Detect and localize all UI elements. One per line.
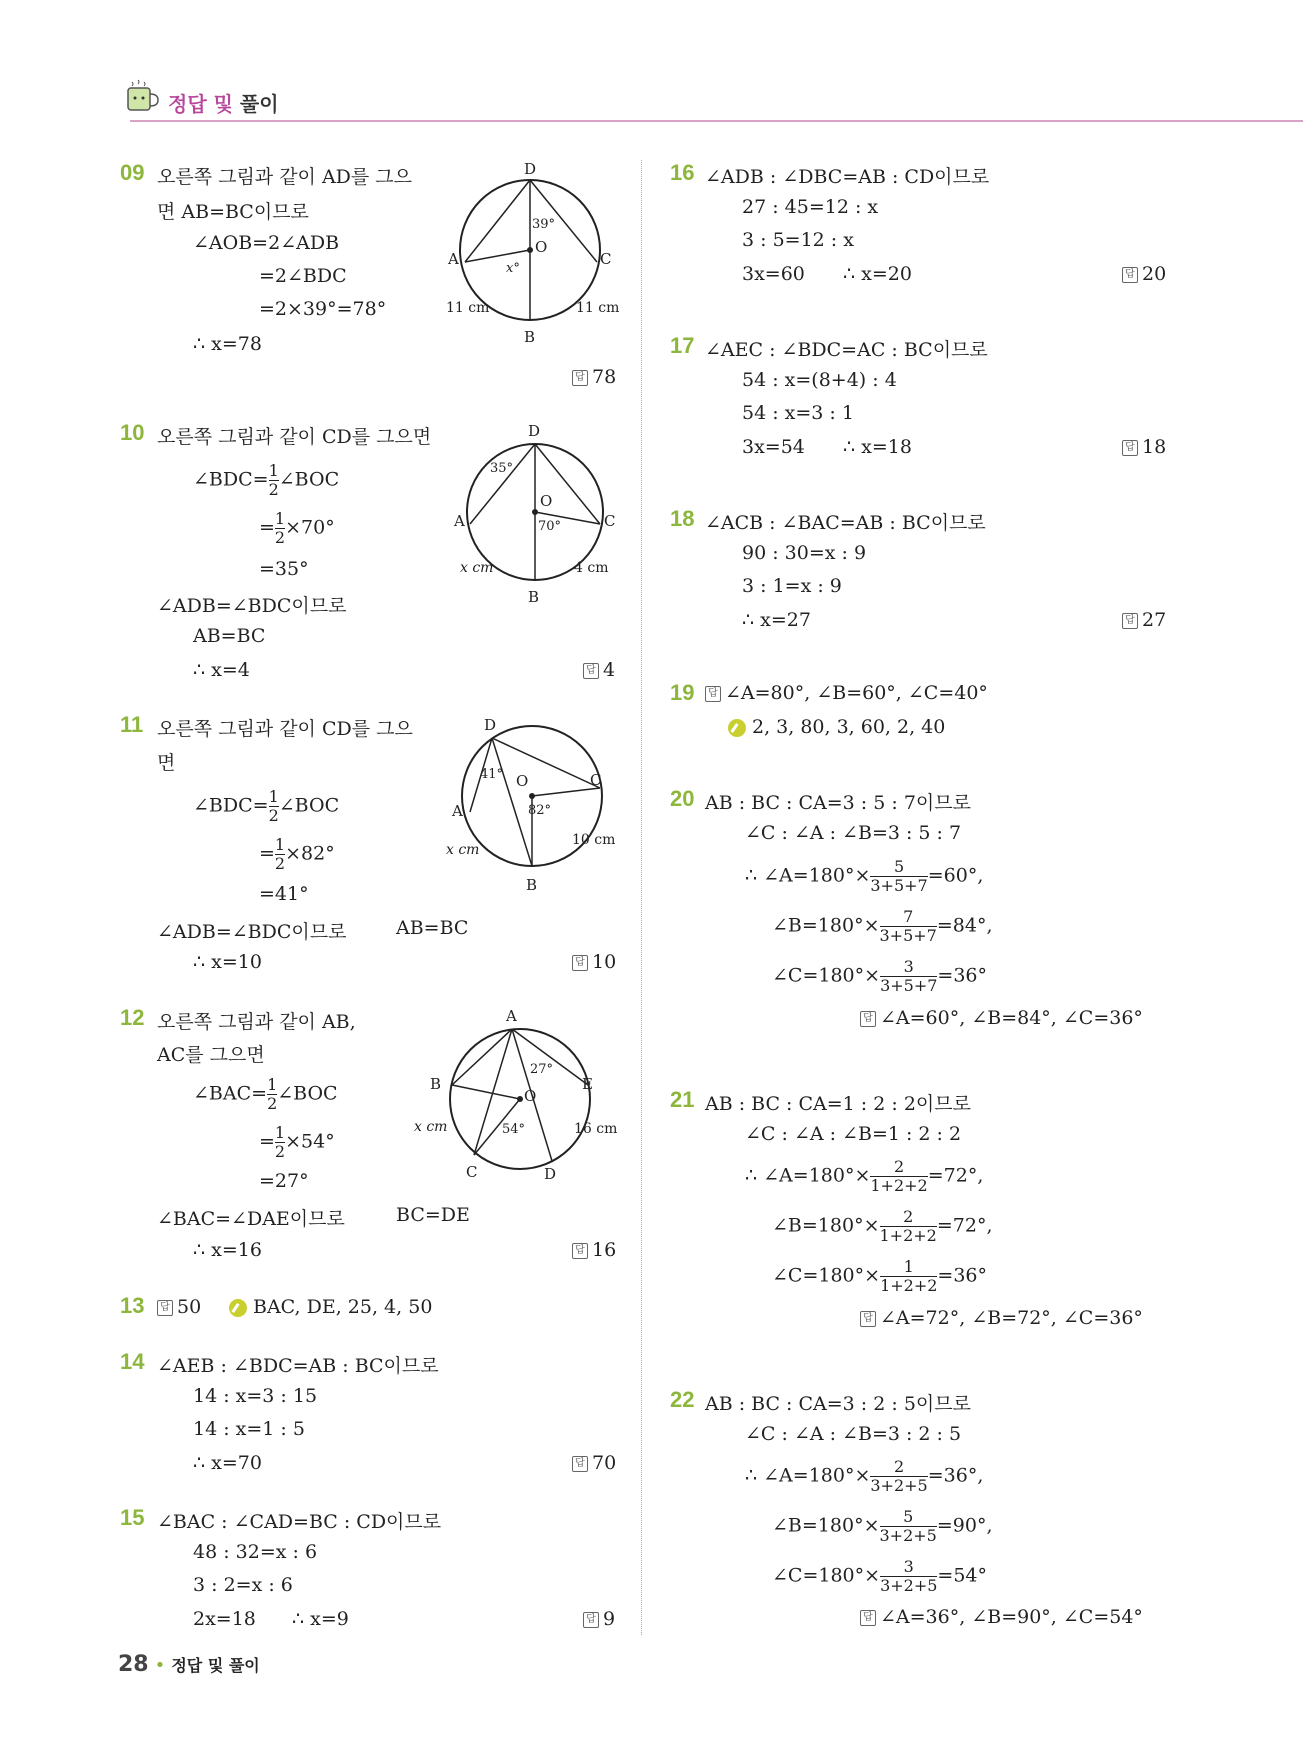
problem-18-line2: 90 : 30=x : 9 (742, 542, 867, 564)
half-fraction (275, 1124, 285, 1161)
problem-09-line1: 오른쪽 그림과 같이 AD를 그으 (157, 166, 413, 188)
p20-a-den: 3+5+7 (870, 876, 928, 895)
problem-09-number: 09 (120, 160, 145, 185)
fig11-D: D (484, 716, 497, 734)
p20-b-fraction (880, 908, 937, 945)
half-num: 1 (274, 835, 286, 854)
problem-11-line7: ∴ x=10 (193, 951, 262, 973)
problem-09-answer-value: 78 (592, 366, 617, 388)
problem-21-eqC (772, 1258, 987, 1295)
fig09-A: A (448, 250, 459, 268)
half-num: 1 (268, 787, 279, 806)
problem-12-line6b: BC=DE (396, 1204, 470, 1226)
problem-16-line1: ∠ADB : ∠DBC=AB : CD이므로 (705, 166, 990, 188)
fig11-C: C (590, 771, 602, 789)
fig10-C: C (604, 512, 616, 530)
p22-a-fraction (870, 1458, 927, 1495)
fig10-B: B (528, 588, 540, 606)
half-fraction (275, 510, 285, 547)
p22-b-fraction (880, 1508, 937, 1545)
problem-10-line2a: ∠BDC= (193, 468, 269, 491)
header-title-b: 및 (213, 92, 233, 116)
answer-mark-icon: 답 (157, 1300, 173, 1316)
problem-17-answer (1122, 436, 1166, 458)
problem-13-hint (229, 1296, 432, 1318)
p21-b-den: 1+2+2 (879, 1226, 937, 1245)
problem-14-number: 14 (120, 1349, 145, 1374)
fig12-O: O (524, 1087, 537, 1105)
problem-16-answer-value: 20 (1142, 263, 1167, 285)
fig12-B: B (430, 1075, 442, 1093)
fig10-O: O (540, 492, 553, 510)
problem-09-line2: 면 AB=BC이므로 (157, 201, 309, 223)
problem-13-answer-value: 50 (177, 1296, 202, 1318)
problem-17-line4: 3x=54 (742, 436, 805, 458)
half-den: 2 (268, 480, 279, 499)
answer-mark-icon: 답 (583, 663, 599, 679)
footer-label: 정답 및 풀이 (171, 1656, 260, 1675)
problem-15-line4: 2x=18 (193, 1608, 256, 1630)
p20-a-pre: ∴ ∠A=180°× (745, 864, 871, 887)
problem-15-line4b: ∴ x=9 (292, 1608, 349, 1630)
p21-c-fraction (880, 1258, 937, 1295)
problem-20-line1: AB : BC : CA=3 : 5 : 7이므로 (705, 792, 971, 814)
problem-13-number: 13 (120, 1293, 145, 1318)
p20-c-den: 3+5+7 (880, 976, 938, 995)
fig12-A: A (506, 1007, 517, 1025)
p22-c-pre: ∠C=180°× (772, 1564, 881, 1587)
fig11-A: A (452, 802, 463, 820)
answer-mark-icon: 답 (572, 955, 588, 971)
problem-19-answer-value: ∠A=80°, ∠B=60°, ∠C=40° (725, 682, 988, 704)
problem-22-eqA (745, 1458, 983, 1495)
problem-14-answer (572, 1452, 616, 1474)
p20-a-fraction (870, 858, 927, 895)
fig11-angle2: 82° (528, 803, 552, 818)
half-num: 1 (274, 1123, 286, 1142)
problem-11-line6: ∠ADB=∠BDC이므로 (157, 921, 347, 943)
problem-10-line5: ∠ADB=∠BDC이므로 (157, 595, 347, 617)
problem-20-eqC (772, 958, 987, 995)
problem-15-line2: 48 : 32=x : 6 (193, 1541, 318, 1563)
problem-10-line1: 오른쪽 그림과 같이 CD를 그으면 (157, 426, 432, 448)
problem-20-answer (860, 1007, 1143, 1029)
fig12-right-length: 16 cm (574, 1121, 618, 1137)
fig12-angle1: 27° (530, 1062, 554, 1077)
problem-12-line4b: ×54° (285, 1130, 335, 1153)
problem-11-answer (572, 951, 616, 973)
p22-c-num: 3 (903, 1557, 914, 1576)
problem-18-line1: ∠ACB : ∠BAC=AB : BC이므로 (705, 512, 986, 534)
problem-19-answer (705, 682, 988, 704)
problem-22-line1: AB : BC : CA=3 : 2 : 5이므로 (705, 1393, 971, 1415)
problem-16-answer (1122, 263, 1166, 285)
p22-a-post: =36°, (927, 1464, 984, 1487)
fig09-B: B (524, 328, 536, 346)
problem-10-answer-value: 4 (603, 659, 616, 681)
problem-15-number: 15 (120, 1505, 145, 1530)
problem-09-answer (572, 366, 616, 388)
problem-17-line2: 54 : x=(8+4) : 4 (742, 369, 897, 391)
problem-12-line5: =27° (259, 1170, 309, 1192)
answer-mark-icon: 답 (860, 1610, 876, 1626)
eq: = (259, 842, 275, 865)
fig09-D: D (524, 160, 537, 178)
problem-15-answer (583, 1608, 615, 1630)
p21-a-den: 1+2+2 (870, 1176, 928, 1195)
fig09-right-length: 11 cm (576, 300, 620, 316)
problem-10-line3b: ×70° (285, 516, 335, 539)
problem-10-line2 (193, 462, 339, 499)
fig12-left-length: x cm (414, 1119, 448, 1135)
half-den: 2 (274, 1142, 286, 1161)
p21-b-num: 2 (903, 1207, 914, 1226)
p20-c-pre: ∠C=180°× (772, 964, 881, 987)
problem-22-eqC (772, 1558, 987, 1595)
p22-b-post: =90°, (936, 1514, 993, 1537)
fig09-x: x° (506, 261, 520, 276)
footer (118, 1652, 260, 1677)
answer-mark-icon: 답 (705, 686, 721, 702)
problem-10-line3 (259, 510, 335, 547)
problem-16-number: 16 (670, 160, 695, 185)
problem-22-answer-value: ∠A=36°, ∠B=90°, ∠C=54° (880, 1606, 1143, 1628)
problem-15-answer-value: 9 (603, 1608, 616, 1630)
fig10-left-length: x cm (460, 560, 494, 576)
fig10-angle2: 70° (538, 519, 562, 534)
problem-18-number: 18 (670, 506, 695, 531)
problem-15-line3: 3 : 2=x : 6 (193, 1574, 293, 1596)
problem-21-number: 21 (670, 1087, 695, 1112)
problem-11-line3a: ∠BDC= (193, 794, 269, 817)
problem-18-answer-value: 27 (1142, 609, 1167, 631)
answer-mark-icon: 답 (572, 370, 588, 386)
fig10-D: D (528, 422, 541, 440)
p21-b-post: =72°, (936, 1214, 993, 1237)
header-rule (130, 120, 1303, 122)
problem-20-eqB (772, 908, 993, 945)
problem-19-hint (728, 716, 945, 738)
problem-16-line2: 27 : 45=12 : x (742, 196, 879, 218)
half-fraction (275, 836, 285, 873)
answer-mark-icon: 답 (1122, 267, 1138, 283)
p22-a-num: 2 (893, 1457, 905, 1476)
header-title (168, 88, 279, 117)
fig11-O: O (516, 772, 529, 790)
half-num: 1 (274, 509, 286, 528)
p22-b-num: 5 (903, 1507, 914, 1526)
p20-b-num: 7 (903, 907, 914, 926)
problem-09-line3: ∠AOB=2∠ADB (193, 232, 340, 254)
problem-11-line1: 오른쪽 그림과 같이 CD를 그으 (157, 718, 413, 740)
problem-20-eqA (745, 858, 983, 895)
answer-mark-icon: 답 (860, 1311, 876, 1327)
problem-12-line7: ∴ x=16 (193, 1239, 262, 1261)
half-den: 2 (274, 854, 286, 873)
problem-12-line4 (259, 1124, 335, 1161)
problem-10-number: 10 (120, 420, 145, 445)
p22-c-fraction (880, 1558, 937, 1595)
problem-21-line2: ∠C : ∠A : ∠B=1 : 2 : 2 (745, 1123, 962, 1145)
problem-11-line3b: ∠BOC (278, 794, 340, 817)
p20-b-pre: ∠B=180°× (772, 914, 880, 937)
p22-c-post: =54° (937, 1564, 988, 1587)
p20-a-num: 5 (893, 857, 905, 876)
problem-14-line4: ∴ x=70 (193, 1452, 262, 1474)
half-den: 2 (268, 806, 279, 825)
half-fraction (269, 788, 279, 825)
problem-10-line7: ∴ x=4 (193, 659, 250, 681)
figure-09 (440, 160, 630, 350)
problem-22-number: 22 (670, 1387, 695, 1412)
figure-10 (450, 420, 640, 610)
fig09-left-length: 11 cm (446, 300, 490, 316)
header-title-a: 정답 (168, 92, 207, 116)
problem-12-line3b: ∠BOC (277, 1082, 338, 1105)
problem-12-number: 12 (120, 1005, 145, 1030)
problem-12-line1: 오른쪽 그림과 같이 AB, (157, 1011, 356, 1033)
half-den: 2 (267, 1094, 278, 1113)
problem-17-line4b: ∴ x=18 (843, 436, 912, 458)
problem-12-line3a: ∠BAC= (193, 1082, 268, 1105)
fig11-left-length: x cm (446, 842, 480, 858)
half-num: 1 (267, 1075, 278, 1094)
fig09-angle: 39° (532, 217, 556, 232)
problem-19-number: 19 (670, 680, 695, 705)
problem-17-answer-value: 18 (1142, 436, 1167, 458)
problem-14-line2: 14 : x=3 : 15 (193, 1385, 318, 1407)
p22-c-den: 3+2+5 (880, 1576, 938, 1595)
fig11-right-length: 10 cm (572, 832, 616, 848)
problem-11-line4b: ×82° (285, 842, 335, 865)
p22-a-den: 3+2+5 (870, 1476, 928, 1495)
problem-21-eqA (745, 1158, 983, 1195)
answer-mark-icon: 답 (583, 1612, 599, 1628)
header-title-c: 풀이 (239, 92, 279, 116)
p20-b-den: 3+5+7 (879, 926, 937, 945)
problem-14-line1: ∠AEB : ∠BDC=AB : BC이므로 (157, 1355, 439, 1377)
p21-a-num: 2 (893, 1157, 905, 1176)
fig12-angle2: 54° (502, 1122, 526, 1137)
p22-a-pre: ∴ ∠A=180°× (745, 1464, 871, 1487)
p20-b-post: =84°, (936, 914, 993, 937)
problem-14-line3: 14 : x=1 : 5 (193, 1418, 305, 1440)
problem-11-line2: 면 (157, 752, 176, 774)
figure-12 (410, 1005, 630, 1185)
answer-mark-icon: 답 (860, 1011, 876, 1027)
fig12-E: E (582, 1075, 593, 1093)
fig11-B: B (526, 876, 538, 894)
answer-mark-icon: 답 (1122, 613, 1138, 629)
p21-a-post: =72°, (927, 1164, 984, 1187)
problem-12-line3 (193, 1076, 338, 1113)
p21-a-pre: ∴ ∠A=180°× (745, 1164, 871, 1187)
header-logo-icon (120, 78, 162, 123)
problem-20-line2: ∠C : ∠A : ∠B=3 : 5 : 7 (745, 822, 962, 844)
p21-a-fraction (870, 1158, 927, 1195)
problem-09-line5: =2×39°=78° (259, 298, 387, 320)
problem-10-line6: AB=BC (193, 625, 266, 647)
answer-mark-icon: 답 (572, 1456, 588, 1472)
answer-mark-icon: 답 (572, 1243, 588, 1259)
p22-b-den: 3+2+5 (879, 1526, 937, 1545)
p20-c-num: 3 (903, 957, 914, 976)
problem-12-line6: ∠BAC=∠DAE이므로 (157, 1208, 345, 1230)
problem-22-line2: ∠C : ∠A : ∠B=3 : 2 : 5 (745, 1423, 962, 1445)
problem-11-line6b: AB=BC (396, 917, 469, 939)
problem-13-hint-text: BAC, DE, 25, 4, 50 (253, 1296, 433, 1318)
figure-11 (440, 712, 640, 902)
problem-10-line2b: ∠BOC (278, 468, 340, 491)
problem-14-answer-value: 70 (592, 1452, 617, 1474)
problem-11-number: 11 (120, 712, 144, 737)
page-number: 28 (118, 1652, 149, 1677)
p20-a-post: =60°, (927, 864, 984, 887)
problem-18-answer (1122, 609, 1166, 631)
half-den: 2 (274, 528, 286, 547)
problem-16-line4b: ∴ x=20 (843, 263, 912, 285)
problem-20-answer-value: ∠A=60°, ∠B=84°, ∠C=36° (880, 1007, 1143, 1029)
problem-17-line3: 54 : x=3 : 1 (742, 402, 854, 424)
fig10-right-length: 4 cm (574, 560, 609, 576)
pencil-icon (728, 719, 746, 737)
problem-11-line3 (193, 788, 339, 825)
fig09-C: C (600, 250, 612, 268)
p21-c-post: =36° (937, 1264, 988, 1287)
p21-c-den: 1+2+2 (880, 1276, 938, 1295)
problem-18-line4: ∴ x=27 (742, 609, 811, 631)
eq: = (259, 1130, 275, 1153)
p20-c-post: =36° (937, 964, 988, 987)
problem-12-answer (572, 1239, 616, 1261)
fig09-O: O (535, 238, 548, 256)
pencil-icon (229, 1299, 247, 1317)
problem-13-answer (157, 1296, 201, 1318)
problem-12-line2: AC를 그으면 (157, 1044, 265, 1066)
half-num: 1 (268, 461, 279, 480)
problem-15-line1: ∠BAC : ∠CAD=BC : CD이므로 (157, 1511, 442, 1533)
problem-09-line4: =2∠BDC (259, 265, 347, 287)
problem-17-number: 17 (670, 333, 695, 358)
problem-11-line4 (259, 836, 335, 873)
fig11-angle1: 41° (480, 767, 504, 782)
p22-b-pre: ∠B=180°× (772, 1514, 880, 1537)
problem-21-line1: AB : BC : CA=1 : 2 : 2이므로 (705, 1093, 971, 1115)
problem-16-line3: 3 : 5=12 : x (742, 229, 854, 251)
footer-dot: • (154, 1655, 166, 1676)
p21-b-fraction (880, 1208, 937, 1245)
problem-22-eqB (772, 1508, 993, 1545)
problem-12-answer-value: 16 (592, 1239, 617, 1261)
eq: = (259, 516, 275, 539)
problem-21-eqB (772, 1208, 993, 1245)
p21-c-pre: ∠C=180°× (772, 1264, 881, 1287)
half-fraction (267, 1076, 277, 1113)
half-fraction (269, 462, 279, 499)
p21-b-pre: ∠B=180°× (772, 1214, 880, 1237)
problem-16-line4: 3x=60 (742, 263, 805, 285)
problem-22-answer (860, 1606, 1143, 1628)
problem-11-answer-value: 10 (592, 951, 617, 973)
problem-10-answer (583, 659, 615, 681)
problem-18-line3: 3 : 1=x : 9 (742, 575, 842, 597)
fig12-C: C (466, 1163, 478, 1181)
problem-17-line1: ∠AEC : ∠BDC=AC : BC이므로 (705, 339, 988, 361)
fig10-angle1: 35° (490, 461, 514, 476)
p20-c-fraction (880, 958, 937, 995)
problem-21-answer (860, 1307, 1143, 1329)
problem-11-line5: =41° (259, 883, 309, 905)
problem-10-line4: =35° (259, 558, 309, 580)
answer-mark-icon: 답 (1122, 440, 1138, 456)
column-divider (641, 160, 642, 1635)
problem-19-hint-text: 2, 3, 80, 3, 60, 2, 40 (752, 716, 946, 738)
problem-09-line6: ∴ x=78 (193, 333, 262, 355)
p21-c-num: 1 (903, 1257, 914, 1276)
fig12-D: D (544, 1165, 557, 1183)
problem-20-number: 20 (670, 786, 695, 811)
problem-21-answer-value: ∠A=72°, ∠B=72°, ∠C=36° (880, 1307, 1143, 1329)
fig10-A: A (454, 512, 465, 530)
